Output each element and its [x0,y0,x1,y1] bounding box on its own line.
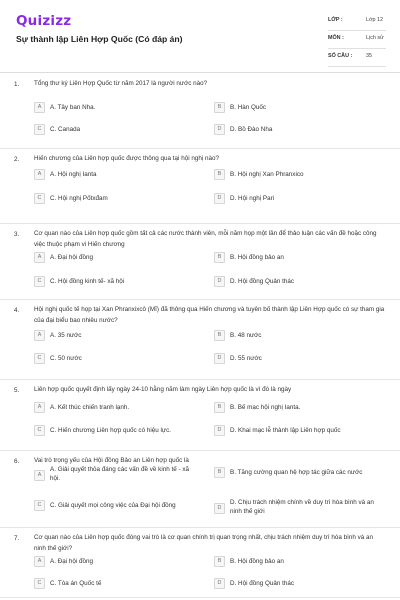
question-3 [0,224,400,300]
answer-option-b[interactable] [214,467,384,485]
option-text: A. Đại hội đồng [50,253,94,261]
answer-option-a[interactable] [34,102,204,120]
option-letter-box: B [214,402,225,413]
option-letter-box: A [34,169,45,180]
option-text: B. Hội đồng bảo an [230,253,284,261]
meta-label: MÔN : [328,35,344,41]
answer-option-c[interactable] [34,353,204,371]
option-letter-box: A [34,556,45,567]
option-letter-box: C [34,353,45,364]
question-7 [0,528,400,598]
document-header [0,0,400,68]
question-2 [0,149,400,224]
answer-option-c[interactable] [34,124,204,142]
option-text: A. Kết thúc chiến tranh lạnh. [50,403,130,411]
meta-label: LỚP : [328,17,343,23]
option-text: A. Hội nghị Ianta [50,170,97,178]
option-letter-box: C [34,500,45,511]
option-text: B. Hội đồng bảo an [230,557,284,565]
option-letter-box: A [34,470,45,481]
option-letter-box: C [34,425,45,436]
answer-option-b[interactable] [214,556,384,574]
option-letter-box: B [214,102,225,113]
document-title: Sự thành lập Liên Hợp Quốc (Có đáp án) [16,34,183,44]
option-text: D. Hội nghị Pari [230,194,275,202]
question-text: Hội nghị quốc tế họp tại Xan Phranxixcô (Mĩ) đã thông qua Hiến chương và tuyên bố thành lập Liên Hợp quốc có sự tham gia của đại biểu bao nhiêu nước? [34,306,385,324]
meta-row-grade [328,13,386,31]
question-text: Cơ quan nào của Liên hợp quốc đóng vai trò là cơ quan chính trị quan trọng nhất, chịu trách nhiệm duy trì hòa bình và an ninh thế giới? [34,534,373,552]
option-text: C. Canada [50,125,81,133]
option-letter-box: A [34,102,45,113]
question-text: Liên hợp quốc quyết định lấy ngày 24-10 hằng năm làm ngày Liên hợp quốc là vì đó là ngày [34,386,292,393]
question-number: 4. [14,307,20,314]
answer-option-b[interactable] [214,402,384,420]
answer-option-c[interactable] [34,425,204,443]
answer-option-d[interactable] [214,193,384,211]
answer-option-c[interactable] [34,500,204,518]
option-text: D. Bồ Đào Nha [230,125,273,133]
header-divider [0,72,400,73]
option-text: D. 55 nước [230,354,262,362]
question-list [0,74,400,598]
meta-value: Lớp 12 [366,17,384,23]
meta-label: SỐ CÂU : [328,53,353,59]
answer-option-d[interactable] [214,353,384,371]
meta-value: 35 [366,53,372,59]
question-text: Tổng thư ký Liên Hợp Quốc từ năm 2017 là người nước nào? [34,80,208,87]
answer-option-b[interactable] [214,169,384,187]
option-letter-box: C [34,578,45,589]
option-letter-box: D [214,276,225,287]
option-letter-box: D [214,124,225,135]
option-text: B. Hàn Quốc [230,103,267,111]
option-text: C. Giải quyết mọi công việc của Đại hội đồng [50,501,176,509]
option-text: B. 48 nước [230,331,262,339]
answer-option-c[interactable] [34,276,204,294]
option-letter-box: B [214,330,225,341]
option-text: C. Hội đồng kinh tế- xã hội [50,277,125,285]
question-4 [0,300,400,380]
option-text: C. 50 nước [50,354,82,362]
option-text: A. Giải quyết thỏa đáng các vấn đề về kinh tế - xã hội. [50,466,189,482]
quizizz-logo: Quizizz [16,13,72,29]
answer-option-a[interactable] [34,252,204,270]
option-letter-box: B [214,169,225,180]
option-text: B. Bế mạc hội nghị Ianta. [230,403,301,411]
answer-option-b[interactable] [214,252,384,270]
option-text: D. Chịu trách nhiệm chính về duy trì hòa bình và an ninh thế giới [230,499,374,515]
question-number: 7. [14,535,20,542]
question-1 [0,74,400,149]
option-letter-box: B [214,556,225,567]
meta-row-question-count [328,49,386,67]
option-letter-box: D [214,193,225,204]
option-letter-box: D [214,353,225,364]
option-text: C. Hiến chương Liên hợp quốc có hiệu lực. [50,426,172,434]
answer-option-c[interactable] [34,193,204,211]
meta-value: Lịch sử [366,35,384,41]
answer-option-d[interactable] [214,425,384,443]
option-letter-box: A [34,402,45,413]
answer-option-a[interactable] [34,402,204,420]
meta-info [328,13,386,67]
question-number: 1. [14,81,20,88]
answer-option-d[interactable] [214,124,384,142]
option-letter-box: C [34,124,45,135]
answer-option-d[interactable] [214,500,384,518]
option-text: B. Tăng cường quan hệ hợp tác giữa các nước [230,468,363,476]
question-6 [0,451,400,528]
option-text: A. Tây ban Nha. [50,103,96,111]
answer-option-d[interactable] [214,578,384,596]
option-text: D. Hội đồng Quản thác [230,277,295,285]
question-number: 3. [14,231,20,238]
question-text: Cơ quan nào của Liên hợp quốc gồm tất cả các nước thành viên, mỗi năm họp một lần để thảo luận các vấn đề hoặc công việc thuộc phạm vi Hiến chương [34,230,377,248]
option-text: D. Hội đồng Quản thác [230,579,295,587]
option-text: A. 35 nước [50,331,82,339]
meta-row-subject [328,31,386,49]
option-letter-box: B [214,467,225,478]
option-text: D. Khai mạc lễ thành lập Liên hợp quốc [230,426,341,434]
answer-option-b[interactable] [214,330,384,348]
option-text: C. Tòa án Quốc tế [50,579,102,587]
answer-option-a[interactable] [34,467,204,485]
question-number: 2. [14,156,20,163]
answer-option-c[interactable] [34,578,204,596]
option-letter-box: D [214,503,225,514]
question-number: 6. [14,458,20,465]
option-text: C. Hội nghị Pốtxđam [50,194,108,202]
answer-option-a[interactable] [34,330,204,348]
option-letter-box: D [214,578,225,589]
answer-option-d[interactable] [214,276,384,294]
question-5 [0,380,400,451]
option-letter-box: C [34,193,45,204]
option-letter-box: C [34,276,45,287]
question-text: Hiến chương của Liên hợp quốc được thông qua tại hội nghị nào? [34,155,220,162]
answer-option-b[interactable] [214,102,384,120]
question-number: 5. [14,387,20,394]
answer-option-a[interactable] [34,169,204,187]
option-text: B. Hội nghị Xan Phranxico [230,170,304,178]
option-letter-box: D [214,425,225,436]
option-letter-box: A [34,252,45,263]
question-text: Vai trò trọng yếu của Hội đồng Bảo an Liên hợp quốc là [34,457,189,464]
answer-option-a[interactable] [34,556,204,574]
option-letter-box: B [214,252,225,263]
option-letter-box: A [34,330,45,341]
option-text: A. Đại hội đồng [50,557,94,565]
